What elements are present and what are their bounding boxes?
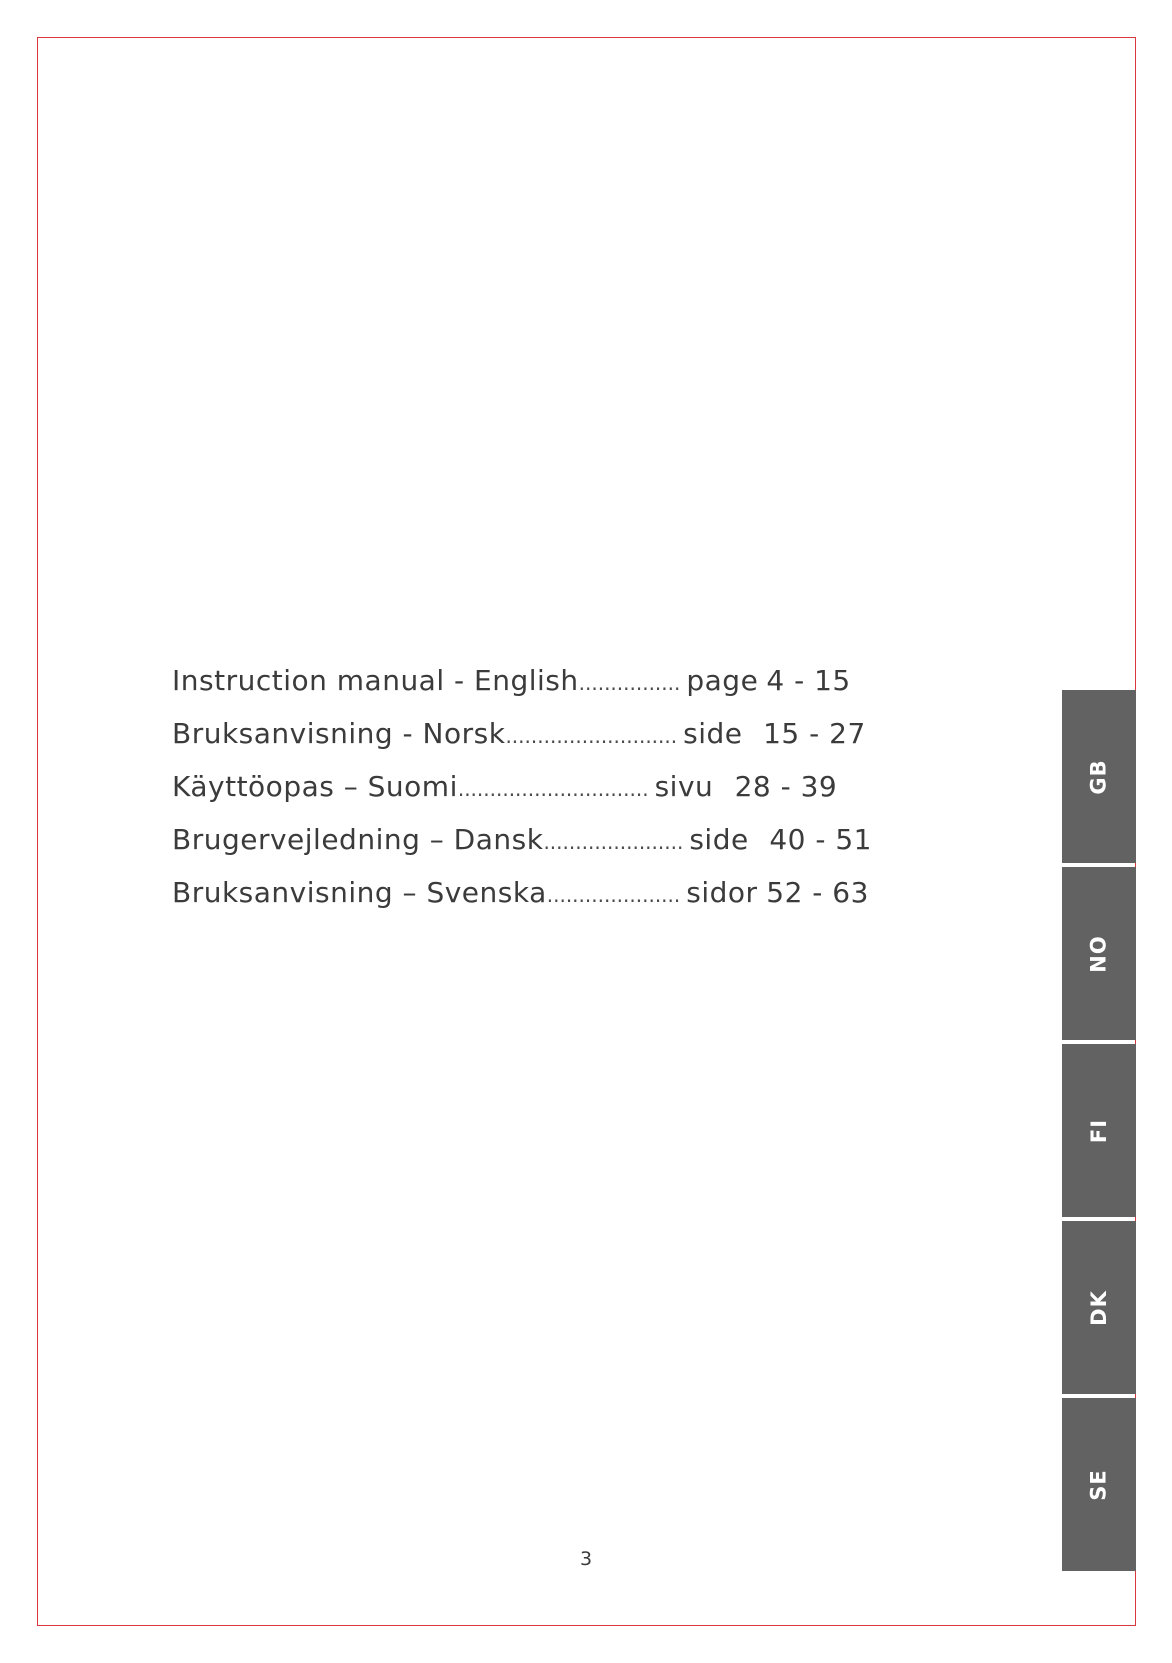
toc-entry-page-label: side xyxy=(689,823,749,856)
tab-dk[interactable] xyxy=(1062,1221,1136,1394)
toc-entry-page-label: sidor xyxy=(686,876,758,909)
page-number: 3 xyxy=(579,1548,593,1570)
tab-se[interactable] xyxy=(1062,1398,1136,1571)
language-tabs xyxy=(1062,690,1136,1575)
toc-entry-svenska[interactable] xyxy=(172,876,912,929)
toc-entry-suomi[interactable] xyxy=(172,770,912,823)
tab-label: SE xyxy=(1086,1468,1111,1501)
tab-label: DK xyxy=(1087,1289,1111,1326)
toc-entry-leader: ...................... xyxy=(543,830,684,854)
toc-entry-norsk[interactable] xyxy=(172,717,912,770)
tab-fi[interactable] xyxy=(1062,1044,1136,1217)
tab-label: GB xyxy=(1087,758,1111,795)
toc-entry-leader: ........................... xyxy=(505,724,678,748)
toc-entry-leader: ..................... xyxy=(546,883,681,907)
toc-entry-title: Käyttöopas – Suomi xyxy=(172,770,458,803)
toc-entry-page-label: sivu xyxy=(654,770,714,803)
toc-entry-page-label: side xyxy=(683,717,743,750)
toc-entry-page-range: 40 - 51 xyxy=(769,823,872,856)
toc-entry-title: Bruksanvisning – Svenska xyxy=(172,876,547,909)
toc-entry-title: Brugervejledning – Dansk xyxy=(172,823,544,856)
toc-entry-dansk[interactable] xyxy=(172,823,912,876)
tab-no[interactable] xyxy=(1062,867,1136,1040)
toc-entry-english[interactable] xyxy=(172,664,912,717)
toc-entry-page-range: 28 - 39 xyxy=(734,770,838,803)
table-of-contents xyxy=(172,664,912,929)
toc-entry-page-range: 4 - 15 xyxy=(766,664,851,697)
tab-label: NO xyxy=(1087,934,1111,973)
toc-entry-title: Bruksanvisning - Norsk xyxy=(172,717,506,750)
toc-entry-page-range: 52 - 63 xyxy=(766,876,869,909)
toc-entry-page-label: page xyxy=(686,664,759,697)
tab-label: FI xyxy=(1086,1118,1111,1143)
toc-entry-leader: .............................. xyxy=(457,777,649,801)
toc-entry-title: Instruction manual - English xyxy=(172,664,579,697)
tab-gb[interactable] xyxy=(1062,690,1136,863)
toc-entry-page-range: 15 - 27 xyxy=(763,717,866,750)
toc-entry-leader: ................ xyxy=(578,671,681,695)
